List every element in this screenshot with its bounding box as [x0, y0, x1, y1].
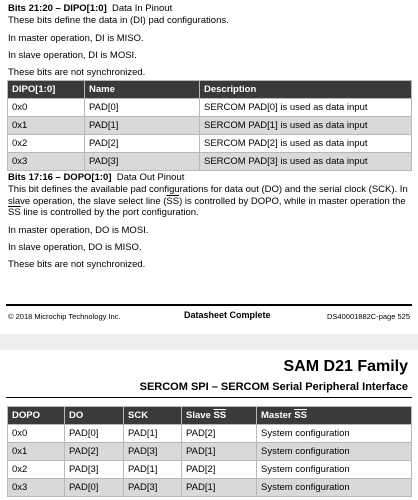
column-header: SCK — [124, 407, 182, 425]
table-cell: PAD[1] — [85, 117, 200, 135]
column-header — [257, 407, 412, 425]
column-header-text: Master — [261, 410, 295, 421]
column-header: DOPO — [8, 407, 65, 425]
table-cell: SERCOM PAD[0] is used as data input — [200, 99, 412, 117]
dopo-paragraph: In master operation, DO is MOSI. — [8, 225, 149, 236]
dopo-heading-bits: Bits 17:16 – DOPO[1:0] — [8, 172, 112, 183]
ss-signal: $\overline{SS}$ — [166, 195, 180, 207]
dopo-intro-text: ) is controlled by DOPO, while in master operation the — [179, 195, 406, 207]
footer-copyright: © 2018 Microchip Technology Inc. — [8, 312, 121, 321]
dipo-table — [7, 80, 412, 171]
table-cell: 0x1 — [8, 443, 65, 461]
table-row — [8, 461, 412, 479]
ss-signal: $\overline{SS}$ — [8, 207, 21, 218]
table-row — [8, 425, 412, 443]
ss-signal: $\overline{SS}$ — [213, 410, 227, 421]
page-break — [0, 334, 418, 350]
dopo-paragraph: In slave operation, DO is MISO. — [8, 242, 142, 253]
dipo-paragraph: These bits are not synchronized. — [8, 67, 146, 78]
table-cell: 0x3 — [8, 479, 65, 497]
dopo-heading — [8, 172, 184, 183]
table-cell: 0x2 — [8, 461, 65, 479]
table-cell: System configuration — [257, 425, 412, 443]
table-cell: System configuration — [257, 461, 412, 479]
table-cell: PAD[1] — [124, 425, 182, 443]
table-row — [8, 99, 412, 117]
ss-signal: $\overline{SS}$ — [294, 410, 307, 421]
column-header: Name — [85, 81, 200, 99]
footer-title: Datasheet Complete — [184, 310, 271, 320]
table-cell: PAD[2] — [65, 443, 124, 461]
dipo-heading — [8, 3, 172, 14]
dopo-intro — [8, 184, 412, 219]
dopo-heading-desc: Data Out Pinout — [116, 172, 185, 183]
dipo-heading-desc: Data In Pinout — [112, 3, 173, 14]
page-family-title: SAM D21 Family — [283, 358, 408, 375]
dopo-intro-text: line is controlled by the port configuration. — [20, 207, 199, 218]
dopo-intro-text: This bit defines the available pad configurations for data out (DO) and the serial clock (SCK). In slave operation, the slave select line ( — [8, 184, 408, 207]
column-header — [182, 407, 257, 425]
column-header-text: Slave — [186, 410, 214, 421]
footer-rule — [6, 304, 412, 306]
table-cell: PAD[3] — [85, 153, 200, 171]
column-header: DO — [65, 407, 124, 425]
dipo-heading-bits: Bits 21:20 – DIPO[1:0] — [8, 3, 107, 14]
table-cell: PAD[0] — [65, 425, 124, 443]
table-header-row — [8, 81, 412, 99]
table-cell: PAD[0] — [65, 479, 124, 497]
table-cell: SERCOM PAD[1] is used as data input — [200, 117, 412, 135]
table-cell: System configuration — [257, 443, 412, 461]
table-row — [8, 117, 412, 135]
table-row — [8, 135, 412, 153]
header-rule — [6, 397, 412, 398]
dipo-paragraph: These bits define the data in (DI) pad configurations. — [8, 15, 229, 26]
column-header: DIPO[1:0] — [8, 81, 85, 99]
dopo-table — [7, 406, 412, 497]
page-section-subtitle: SERCOM SPI – SERCOM Serial Peripheral Interface — [139, 381, 408, 393]
table-cell: 0x0 — [8, 425, 65, 443]
table-cell: 0x1 — [8, 117, 85, 135]
table-cell: PAD[1] — [182, 443, 257, 461]
table-row — [8, 479, 412, 497]
table-cell: PAD[2] — [182, 461, 257, 479]
table-cell: PAD[2] — [85, 135, 200, 153]
table-cell: System configuration — [257, 479, 412, 497]
table-row — [8, 153, 412, 171]
table-cell: PAD[3] — [65, 461, 124, 479]
table-cell: SERCOM PAD[3] is used as data input — [200, 153, 412, 171]
table-cell: PAD[1] — [182, 479, 257, 497]
table-header-row — [8, 407, 412, 425]
table-cell: 0x0 — [8, 99, 85, 117]
column-header: Description — [200, 81, 412, 99]
table-cell: SERCOM PAD[2] is used as data input — [200, 135, 412, 153]
footer-page-id: DS40001882C-page 525 — [327, 312, 410, 321]
table-cell: 0x2 — [8, 135, 85, 153]
table-cell: PAD[3] — [124, 443, 182, 461]
table-cell: 0x3 — [8, 153, 85, 171]
table-row — [8, 443, 412, 461]
table-cell: PAD[3] — [124, 479, 182, 497]
table-cell: PAD[1] — [124, 461, 182, 479]
table-cell: PAD[2] — [182, 425, 257, 443]
table-cell: PAD[0] — [85, 99, 200, 117]
dopo-paragraph: These bits are not synchronized. — [8, 259, 146, 270]
dipo-paragraph: In master operation, DI is MISO. — [8, 33, 144, 44]
dipo-paragraph: In slave operation, DI is MOSI. — [8, 50, 137, 61]
